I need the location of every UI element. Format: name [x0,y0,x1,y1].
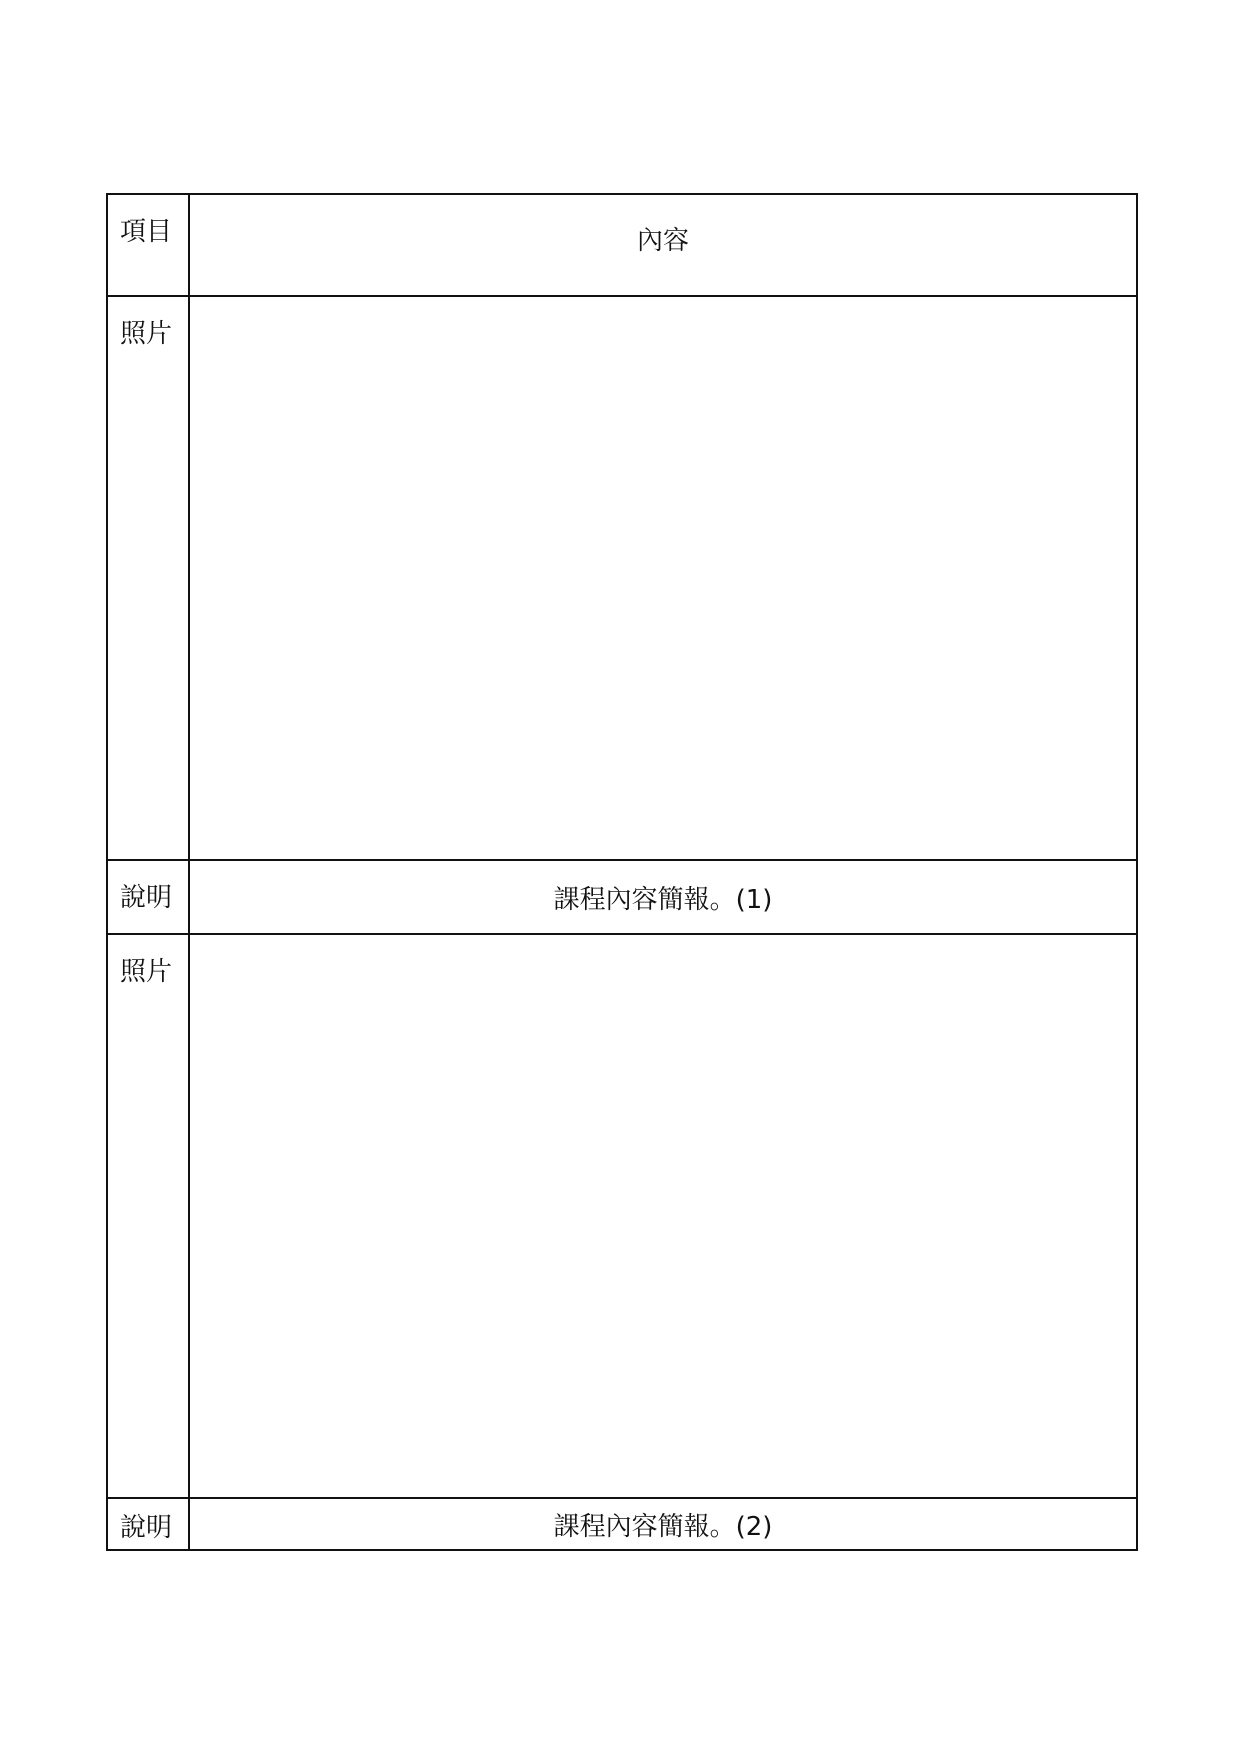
caption-2: 課程內容簡報。(2) [189,1498,1137,1550]
photo-row-1 [107,296,1137,860]
caption-row-1 [107,860,1137,934]
desc-label-2: 說明 [107,1498,189,1550]
photo-cell-2 [189,934,1137,1498]
caption-row-2 [107,1498,1137,1550]
photo-cell-1 [189,296,1137,860]
caption-1: 課程內容簡報。(1) [189,860,1137,934]
record-table [106,193,1138,1551]
header-row [107,194,1137,296]
desc-label-1: 說明 [107,860,189,934]
item-header: 項目 [107,194,189,296]
content-header: 內容 [189,194,1137,296]
photo-label-1: 照片 [107,296,189,860]
photo-label-2: 照片 [107,934,189,1498]
photo-row-2 [107,934,1137,1498]
